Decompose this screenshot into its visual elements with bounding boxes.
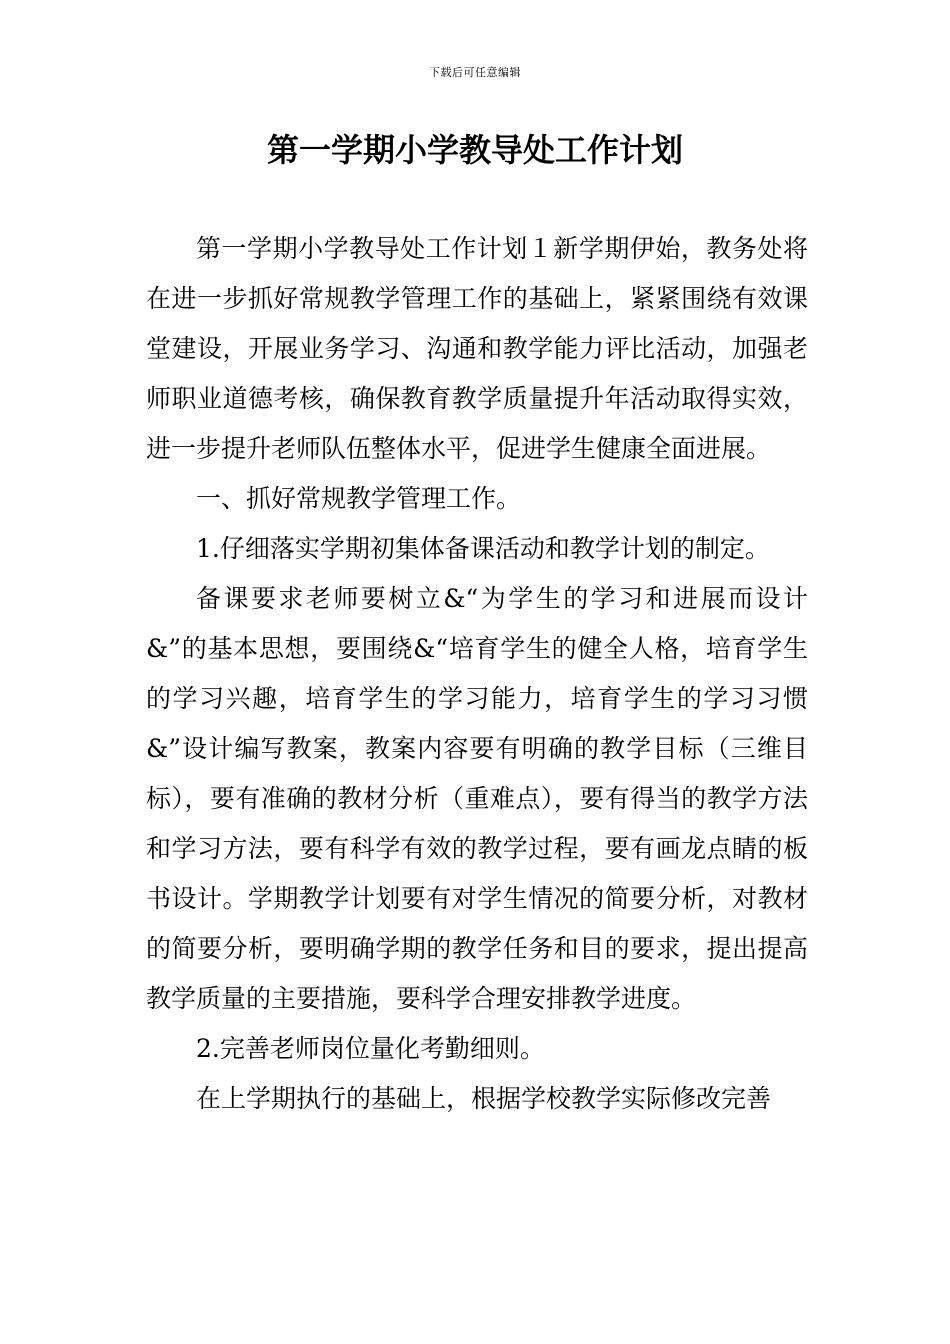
item-heading-2: 2.完善老师岗位量化考勤细则。: [196, 1034, 545, 1063]
document-body: [146, 224, 808, 1124]
item-heading-1: 1.仔细落实学期初集体备课活动和教学计划的制定。: [196, 534, 770, 563]
paragraph-intro: 第一学期小学教导处工作计划１新学期伊始，教务处将在进一步抓好常规教学管理工作的基础上，紧紧围绕有效课堂建设，开展业务学习、沟通和教学能力评比活动，加强老师职业道德考核，确保教育教学质量提升年活动取得实效，进一步提升老师队伍整体水平，促进学生健康全面进展。: [146, 234, 808, 463]
paragraph-lesson-prep: 备课要求老师要树立&“为学生的学习和进展而设计&”的基本思想，要围绕&“培育学生的健全人格，培育学生的学习兴趣，培育学生的学习能力，培育学生的学习习惯&”设计编写教案，教案内容要有明确的教学目标（三维目标），要有准确的教材分析（重难点），要有得当的教学方法和学习方法，要有科学有效的教学过程，要有画龙点睛的板书设计。学期教学计划要有对学生情况的简要分析，对教材的简要分析，要明确学期的教学任务和目的要求，提出提高教学质量的主要措施，要科学合理安排教学进度。: [146, 584, 808, 1013]
paragraph-attendance: 在上学期执行的基础上，根据学校教学实际修改完善: [196, 1084, 772, 1113]
page-header-note: 下载后可任意编辑: [429, 66, 521, 79]
section-heading-1: 一、抓好常规教学管理工作。: [196, 484, 522, 513]
document-title: 第一学期小学教导处工作计划: [266, 131, 683, 169]
